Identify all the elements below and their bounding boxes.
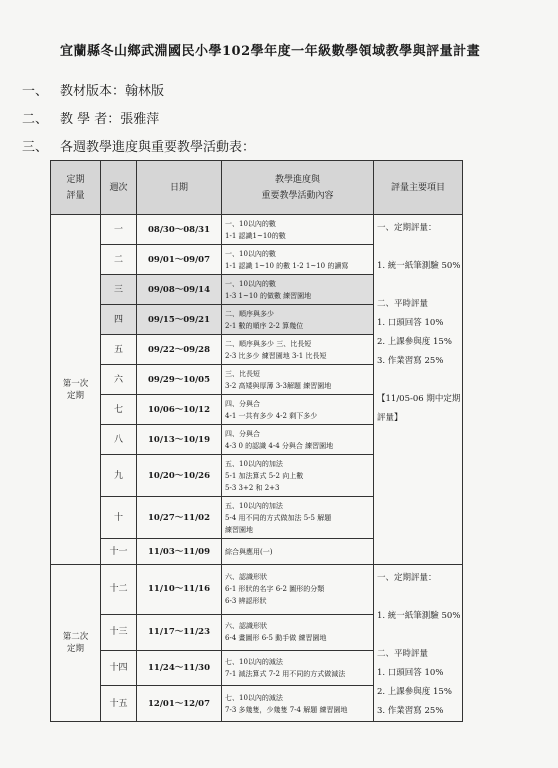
info-index: 二、 xyxy=(22,112,49,127)
week-cell: 四 xyxy=(101,305,137,335)
header-term: 定期 評量 xyxy=(51,161,101,215)
date-cell: 10/20～10/26 xyxy=(137,455,222,497)
date-cell: 10/06～10/12 xyxy=(137,395,222,425)
assessment-cell: 一、定期評量： 1. 統一紙筆測驗 50% 二、平時評量 1. 口頭回答 10% 2. 上課參與度 15% 3. 作業習寫 25% xyxy=(374,565,463,722)
info-schedule-heading xyxy=(22,136,255,155)
document-title: 宜蘭縣冬山鄉武淵國民小學102學年度一年級數學領域教學與評量計畫 xyxy=(60,44,481,59)
content-cell: 五、10以內的加法 5-4 用不同的方式做加法 5-5 解題 練習園地 xyxy=(222,497,374,539)
info-text: 教材版本：翰林版 xyxy=(60,84,165,99)
info-text: 教 學 者：張雅萍 xyxy=(60,112,160,127)
content-cell: 一、10以內的數 1-3 1~10 的做數 練習園地 xyxy=(222,275,374,305)
content-cell: 六、認識形狀 6-4 畫圖形 6-5 動手做 練習園地 xyxy=(222,614,374,650)
date-cell: 10/27～11/02 xyxy=(137,497,222,539)
content-cell: 二、順序與多少 三、比長短 2-3 比多少 練習園地 3-1 比長短 xyxy=(222,335,374,365)
content-cell: 四、分與合 4-1 一共有多少 4-2 剩下多少 xyxy=(222,395,374,425)
info-text: 各週教學進度與重要教學活動表： xyxy=(60,140,256,155)
content-cell: 七、10以內的減法 7-1 減法算式 7-2 用不同的方式做減法 xyxy=(222,650,374,686)
date-cell: 09/22～09/28 xyxy=(137,335,222,365)
week-cell: 三 xyxy=(101,275,137,305)
date-cell: 08/30～08/31 xyxy=(137,215,222,245)
content-cell: 六、認識形狀 6-1 形狀的名字 6-2 圖形的分類 6-3 辨認形狀 xyxy=(222,565,374,615)
date-cell: 12/01～12/07 xyxy=(137,686,222,722)
assessment-cell: 一、定期評量： 1. 統一紙筆測驗 50% 二、平時評量 1. 口頭回答 10% 2. 上課參與度 15% 3. 作業習寫 25% 【11/05-06 期中定期 評量】 xyxy=(374,215,463,565)
date-cell: 11/17～11/23 xyxy=(137,614,222,650)
content-cell: 三、比長短 3-2 高矮與厚薄 3-3解題 練習園地 xyxy=(222,365,374,395)
date-cell: 09/08～09/14 xyxy=(137,275,222,305)
content-cell: 七、10以內的減法 7-3 多幾隻，少幾隻 7-4 解題 練習園地 xyxy=(222,686,374,722)
week-cell: 六 xyxy=(101,365,137,395)
week-cell: 二 xyxy=(101,245,137,275)
week-cell: 十 xyxy=(101,497,137,539)
week-cell: 十一 xyxy=(101,539,137,565)
content-cell: 二、順序與多少 2-1 數的順序 2-2 算幾位 xyxy=(222,305,374,335)
date-cell: 11/24～11/30 xyxy=(137,650,222,686)
header-week: 週次 xyxy=(101,161,137,215)
table-row xyxy=(51,215,463,245)
week-cell: 五 xyxy=(101,335,137,365)
week-cell: 十二 xyxy=(101,565,137,615)
week-cell: 七 xyxy=(101,395,137,425)
content-cell: 五、10以內的加法 5-1 加法算式 5-2 向上數 5-3 3+2 和 2+3 xyxy=(222,455,374,497)
content-cell: 四、分與合 4-3 0 的認識 4-4 分與合 練習園地 xyxy=(222,425,374,455)
date-cell: 11/03～11/09 xyxy=(137,539,222,565)
header-date: 日期 xyxy=(137,161,222,215)
table-header-row xyxy=(51,161,463,215)
week-cell: 十四 xyxy=(101,650,137,686)
week-cell: 八 xyxy=(101,425,137,455)
info-teacher xyxy=(22,108,159,127)
content-cell: 綜合與應用(一) xyxy=(222,539,374,565)
table-row xyxy=(51,565,463,615)
content-cell: 一、10以內的數 1-1 認識 1~10 的數 1-2 1~10 的讀寫 xyxy=(222,245,374,275)
date-cell: 10/13～10/19 xyxy=(137,425,222,455)
date-cell: 11/10～11/16 xyxy=(137,565,222,615)
week-cell: 九 xyxy=(101,455,137,497)
schedule-table xyxy=(50,160,463,722)
term-cell: 第一次 定期 xyxy=(51,215,101,565)
content-cell: 一、10以內的數 1-1 認識1~10的數 xyxy=(222,215,374,245)
week-cell: 十三 xyxy=(101,614,137,650)
header-assessment: 評量主要項目 xyxy=(374,161,463,215)
week-cell: 一 xyxy=(101,215,137,245)
info-index: 一、 xyxy=(22,84,49,99)
info-textbook xyxy=(22,80,164,99)
date-cell: 09/15～09/21 xyxy=(137,305,222,335)
date-cell: 09/29～10/05 xyxy=(137,365,222,395)
info-index: 三、 xyxy=(22,140,49,155)
date-cell: 09/01～09/07 xyxy=(137,245,222,275)
term-cell: 第二次 定期 xyxy=(51,565,101,722)
week-cell: 十五 xyxy=(101,686,137,722)
header-content: 教學進度與 重要教學活動內容 xyxy=(222,161,374,215)
